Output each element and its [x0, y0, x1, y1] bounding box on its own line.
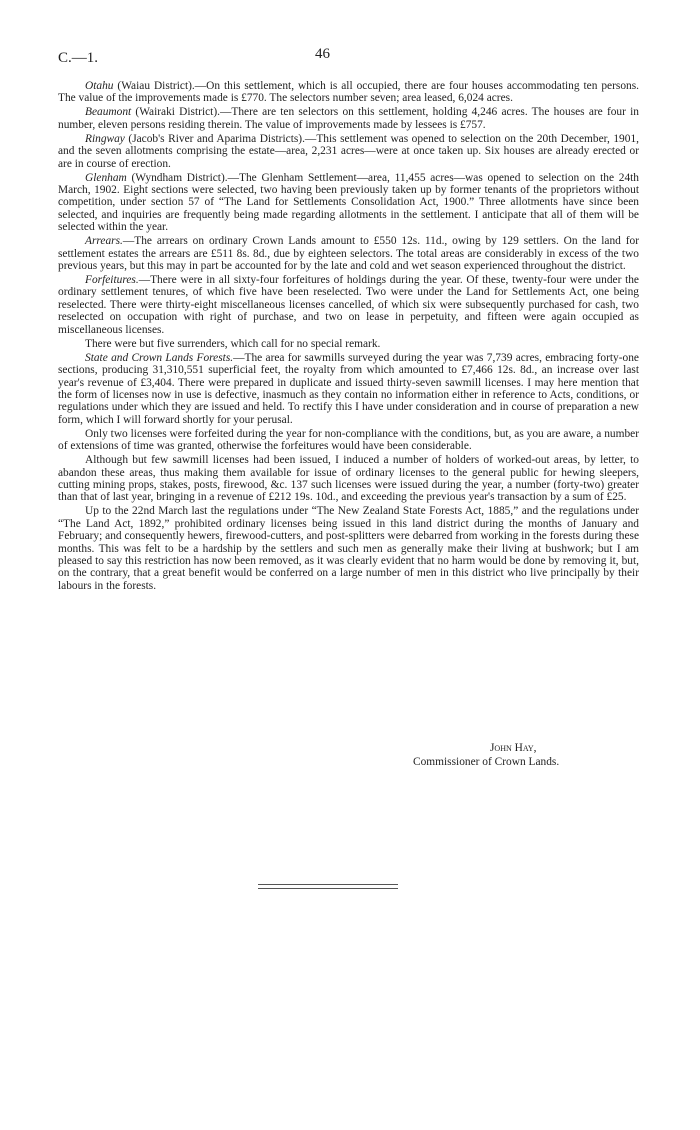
paragraph-lead: Forfeitures.	[85, 274, 139, 287]
paragraph-text: (Jacob's River and Aparima Districts).—This settlement was opened to selection on the 20th December, 1901, and the seven allotments comprising the estate—area, 2,231 acres—were at once taken up. Six houses are already erected or are in course of erection.	[58, 132, 639, 170]
paragraph-forfeitures	[58, 274, 639, 336]
paragraph-text: Up to the 22nd March last the regulations under “The New Zealand State Forests Act, 1885,” and the regulations under “The Land Act, 1892,” prohibited ordinary licenses being issued in this land district during the months of January and February; and consequently hewers, firewood-cutters, and post-splitters were debarred from working in the forests during these months. This was felt to be a hardship by the settlers and such men as generally make their living at bushwork; but I am pleased to say this restriction has now been removed, as it was clearly evident that no harm would be done by removing it, but, on the contrary, that a great benefit would be conferred on a large number of men in this district who live principally by their labours in the forests.	[58, 505, 639, 592]
document-reference: C.—1.	[58, 50, 99, 66]
paragraph-arrears	[58, 235, 639, 272]
paragraph-lead: Glenham	[85, 171, 127, 184]
paragraph-regulations	[58, 505, 639, 592]
paragraph-text: Although but few sawmill licenses had been issued, I induced a number of holders of worked-out areas, by letter, to abandon these areas, thus making them available for issue of ordinary licenses to the general public for hewing sleepers, cutting mining props, stakes, posts, firewood, &c. 137 such licenses were issued during the year, a number (forty-two) greater than that of last year, bringing in a revenue of £212 19s. 10d., and exceeding the previous year's transaction by a sum of £25.	[58, 454, 639, 504]
paragraph-text: Only two licenses were forfeited during the year for non-compliance with the conditions, but, as you are aware, a number of extensions of time was granted, otherwise the forfeitures would have been considerable.	[58, 427, 639, 453]
page-number: 46	[315, 46, 330, 62]
paragraph-licenses-forfeited	[58, 428, 639, 453]
paragraph-text: There were but five surrenders, which call for no special remark.	[85, 337, 381, 350]
page-header	[58, 46, 638, 70]
paragraph-lead: State and Crown Lands Forests.	[85, 351, 234, 364]
paragraph-text: (Wyndham District).—The Glenham Settlement—area, 11,455 acres—was opened to selection on the 24th March, 1902. Eight sections were selected, two having been previously taken up by former tenants of the proprietors without competition, under section 57 of “The Land for Settlements Consolidation Act, 1900.” Three allotments have since been selected, and inquiries are frequently being made regarding allotments in the settlement. I anticipate that all of them will be selected within the year.	[58, 171, 639, 234]
paragraph-text: —The arrears on ordinary Crown Lands amount to £550 12s. 11d., owing by 129 settlers. On the land for settlement estates the arrears are £511 8s. 8d., due by eighteen selectors. The total areas are considerably in excess of the two previous years, but this may in part be accounted for by the late and cold and wet season experienced throughout the district.	[58, 235, 639, 273]
paragraph-text: —The area for sawmills surveyed during the year was 7,739 acres, embracing forty-one sections, producing 31,310,551 superficial feet, the royalty from which amounted to £7,466 12s. 8d., an increase over last year's revenue of £3,404. There were prepared in duplicate and issued thirty-seven sawmill licenses. I may here mention that the form of licenses now in use is defective, inasmuch as they contain no information either in reference to Acts, conditions, or regulations under which they are issued and held. To rectify this I have under consideration and in course of preparation a new form, which I will forward shortly for your perusal.	[58, 351, 639, 426]
paragraph-text: —There were in all sixty-four forfeitures of holdings during the year. Of these, twenty-four were under the ordinary settlement tenures, of which five have been reselected. Two were under the Land for Settlements Act, one being reselected. There were thirty-eight miscellaneous licenses cancelled, of which six were subsequently purchased for cash, two reselected on occupation with right of purchase, and two on lease in perpetuity, and fifteen were again occupied as miscellaneous licenses.	[58, 274, 639, 336]
section-divider	[258, 884, 398, 889]
paragraph-text: (Waiau District).—On this settlement, which is all occupied, there are four houses accommodating ten persons. The value of the improvements made is £770. The selectors number seven; area leased, 6,024 acres.	[58, 80, 639, 105]
paragraph-glenham	[58, 172, 639, 234]
paragraph-beaumont	[58, 106, 639, 131]
report-body	[58, 80, 639, 594]
paragraph-lead: Arrears.	[85, 235, 123, 248]
signatory-name: John Hay,	[490, 742, 537, 754]
paragraph-lead: Otahu	[85, 80, 114, 92]
paragraph-surrenders	[58, 338, 639, 350]
paragraph-text: (Wairaki District).—There are ten selectors on this settlement, holding 4,246 acres. The houses are four in number, eleven persons residing therein. The value of improvements made by lessees is £757.	[58, 106, 639, 131]
paragraph-ringway	[58, 133, 639, 170]
paragraph-forests	[58, 352, 639, 426]
signatory-title: Commissioner of Crown Lands.	[413, 756, 560, 768]
paragraph-lead: Ringway	[85, 132, 125, 145]
paragraph-lead: Beaumont	[85, 106, 132, 119]
paragraph-otahu	[58, 80, 639, 105]
paragraph-sawmill-licenses	[58, 454, 639, 504]
